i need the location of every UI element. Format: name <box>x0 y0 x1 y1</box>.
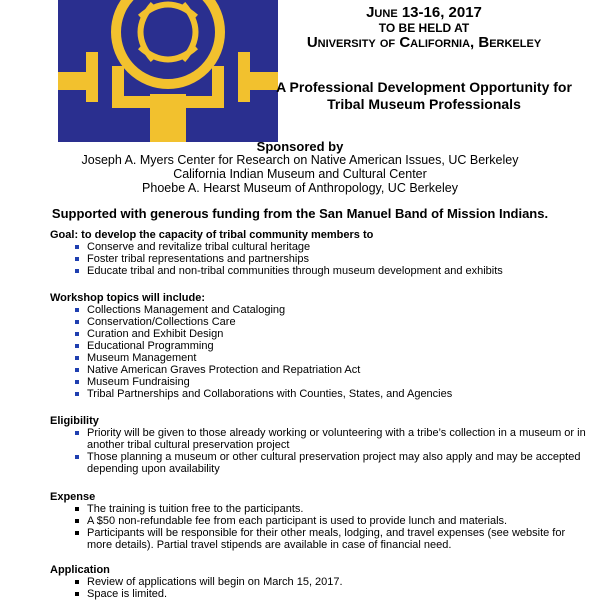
eligibility-list <box>50 427 590 475</box>
sponsor-item: Joseph A. Myers Center for Research on Native American Issues, UC Berkeley <box>81 153 519 167</box>
list-item: Space is limited. <box>87 588 590 600</box>
application-list <box>50 576 590 600</box>
tagline <box>248 79 600 113</box>
list-item: Native American Graves Protection and Repatriation Act <box>87 364 590 376</box>
funding-statement: Supported with generous funding from the San Manuel Band of Mission Indians. <box>51 206 549 221</box>
list-item: Tribal Partnerships and Collaborations with Counties, States, and Agencies <box>87 388 590 400</box>
eligibility-section <box>50 415 590 475</box>
list-item: Educational Programming <box>87 340 590 352</box>
goal-list <box>50 241 590 277</box>
list-item: Conserve and revitalize tribal cultural heritage <box>87 241 590 253</box>
expense-list <box>50 503 590 551</box>
list-item: Participants will be responsible for their other meals, lodging, and travel expenses (see website for more details). Partial travel stipends are available in case of financial need. <box>87 527 590 551</box>
list-item: Conservation/Collections Care <box>87 316 590 328</box>
tagline-line-2: Tribal Museum Professionals <box>327 96 521 112</box>
list-item: Museum Management <box>87 352 590 364</box>
list-item: Those planning a museum or other cultural preservation project may also apply and may be accepted depending upon availability <box>87 451 590 475</box>
venue-name: University of California, Berkeley <box>306 34 542 51</box>
list-item: Museum Fundraising <box>87 376 590 388</box>
tagline-line-1: A Professional Development Opportunity for <box>276 79 572 95</box>
list-item: The training is tuition free to the participants. <box>87 503 590 515</box>
topics-heading: Workshop topics will include: <box>50 292 206 304</box>
list-item: Curation and Exhibit Design <box>87 328 590 340</box>
sponsor-item: Phoebe A. Hearst Museum of Anthropology, UC Berkeley <box>142 181 458 195</box>
application-heading: Application <box>50 564 110 576</box>
eligibility-heading: Eligibility <box>50 415 99 427</box>
event-date: June 13-16, 2017 <box>366 4 482 21</box>
goal-section <box>50 229 590 277</box>
topics-list <box>50 304 590 400</box>
expense-section <box>50 491 590 551</box>
list-item: Priority will be given to those already working or volunteering with a tribe’s collection in a museum or in another tribal cultural preservation project <box>87 427 590 451</box>
application-section <box>50 564 590 600</box>
sponsors-heading: Sponsored by <box>256 139 344 154</box>
goal-heading: Goal: to develop the capacity of tribal community members to <box>50 229 374 241</box>
held-at-label: TO BE HELD AT <box>378 21 470 35</box>
list-item: Foster tribal representations and partnerships <box>87 253 590 265</box>
list-item: Review of applications will begin on March 15, 2017. <box>87 576 590 588</box>
list-item: Educate tribal and non-tribal communities through museum development and exhibits <box>87 265 590 277</box>
list-item: Collections Management and Cataloging <box>87 304 590 316</box>
sponsor-item: California Indian Museum and Cultural Center <box>173 167 427 181</box>
expense-heading: Expense <box>50 491 96 503</box>
tribal-emblem-icon <box>58 0 278 142</box>
list-item: A $50 non-refundable fee from each participant is used to provide lunch and materials. <box>87 515 590 527</box>
topics-section <box>50 292 590 400</box>
